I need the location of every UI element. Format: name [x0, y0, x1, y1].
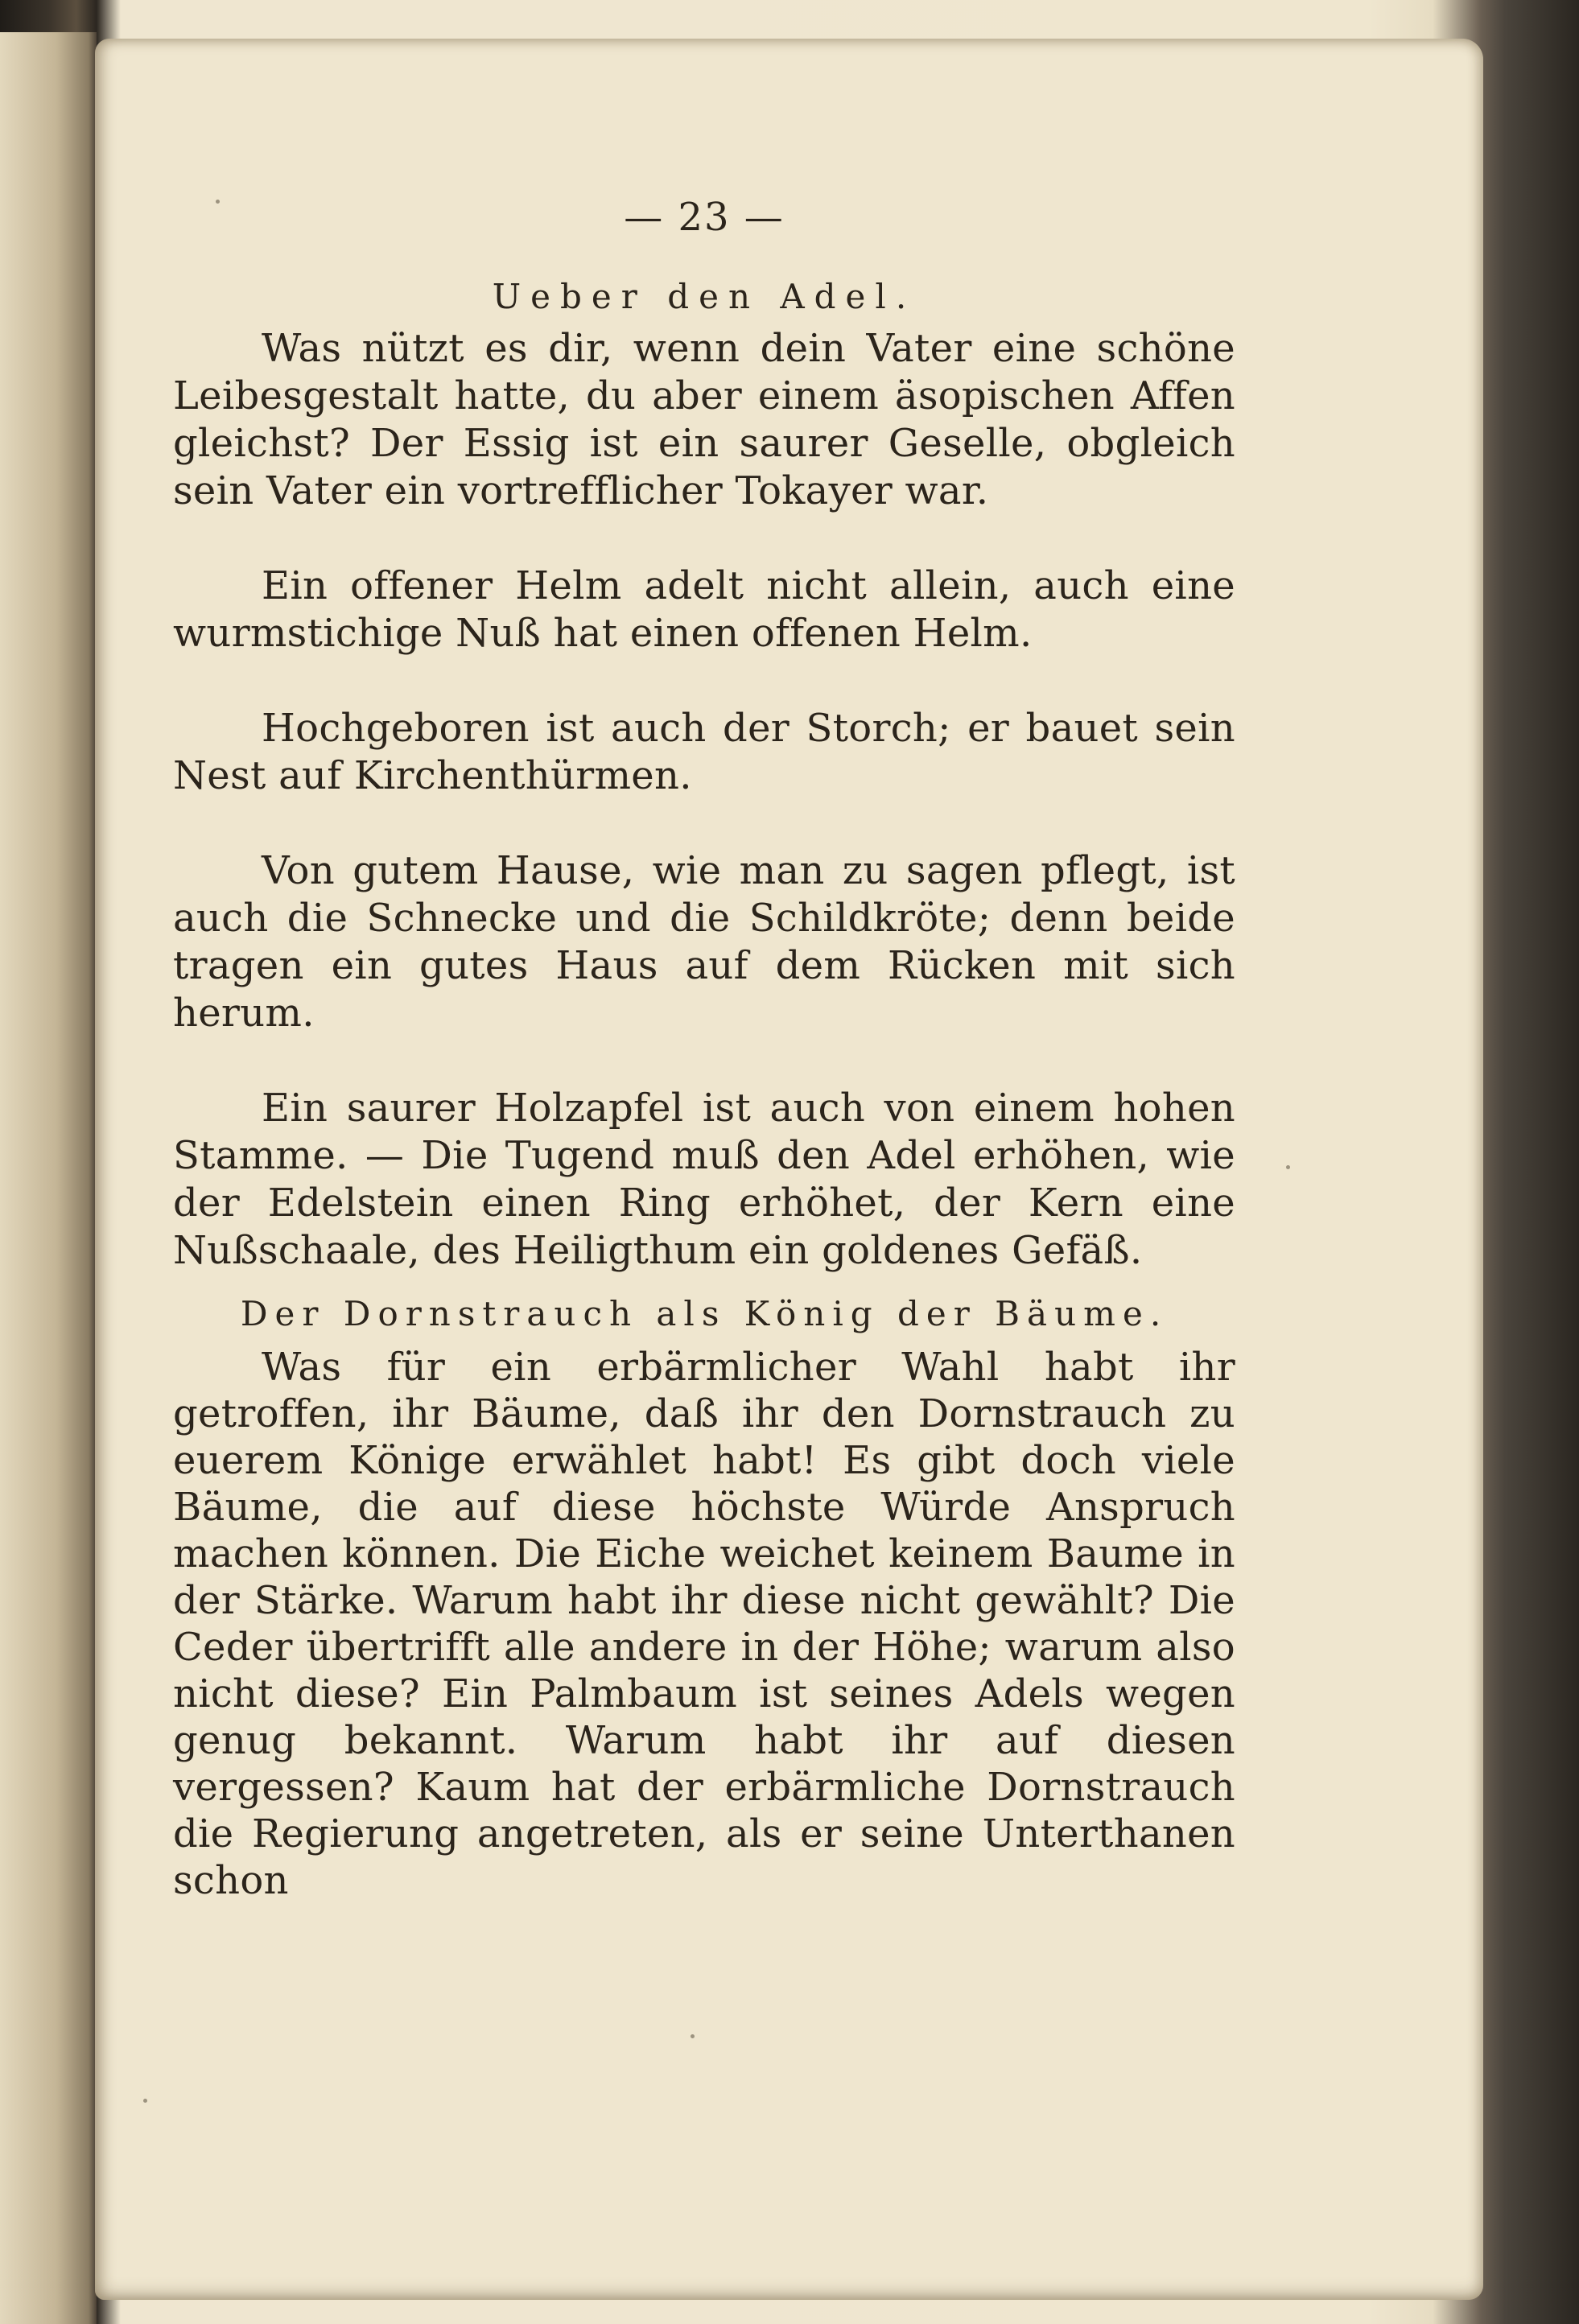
- paragraph: Was nützt es dir, wenn dein Vater eine schöne Leibesgestalt hatte, du aber einem äsopischen Affen gleichst? Der Essig ist ein saurer Geselle, obgleich sein Vater ein vortrefflicher Tokayer war.: [173, 326, 1235, 513]
- section-heading: Ueber den Adel.: [492, 277, 917, 316]
- fable-paragraph: Was für ein erbärmlicher Wahl habt ihr getroffen, ihr Bäume, daß ihr den Dornstrauch zu euerem Könige erwählet habt! Es gibt doch viele Bäume, die auf diese höchste Würde Anspruch machen können. Die Eiche weichet keinem Baume in der Stärke. Warum habt ihr diese nicht gewählt? Die Ceder übertrifft alle andere in der Höhe; warum also nicht diese? Ein Palmbaum ist seines Adels wegen genug bekannt. Warum habt ihr auf diesen vergessen? Kaum hat der erbärmliche Dornstrauch die Regierung angetreten, als er seine Unterthanen schon: [173, 1345, 1235, 1903]
- paper-speck: [143, 2099, 147, 2103]
- paragraph: Hochgeboren ist auch der Storch; er bauet sein Nest auf Kirchenthürmen.: [173, 706, 1235, 798]
- page-text-block: [173, 193, 1235, 1904]
- paragraph: Ein saurer Holzapfel ist auch von einem hohen Stamme. — Die Tugend muß den Adel erhöhen, wie der Edelstein einen Ring erhöhet, der Kern eine Nußschaale, des Heiligthum ein goldenes Gefäß.: [173, 1086, 1235, 1273]
- paper-speck: [691, 2034, 695, 2038]
- paragraph: Von gutem Hause, wie man zu sagen pflegt, ist auch die Schnecke und die Schildkröte; denn beide tragen ein gutes Haus auf dem Rücken mit sich herum.: [173, 848, 1235, 1036]
- fable-heading: Der Dornstrauch als König der Bäume.: [240, 1294, 1169, 1333]
- paper-speck: [1286, 1165, 1290, 1169]
- page-number: — 23 —: [624, 195, 785, 240]
- left-page-edge: [0, 32, 97, 2324]
- paragraph: Ein offener Helm adelt nicht allein, auch eine wurmstichige Nuß hat einen offenen Helm.: [173, 563, 1235, 656]
